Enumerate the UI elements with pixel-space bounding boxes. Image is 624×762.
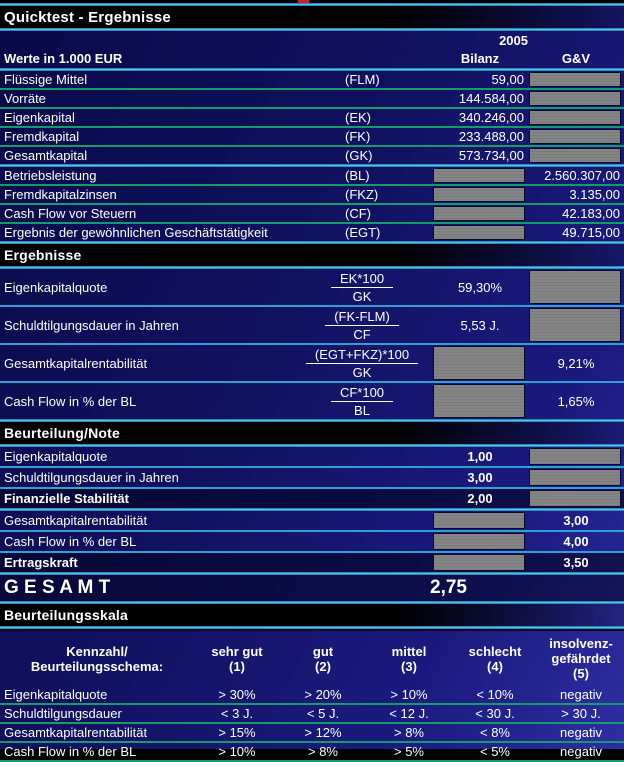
report-title-band xyxy=(0,6,624,28)
formula-denominator: GK xyxy=(352,288,372,304)
bilanz-cell-empty[interactable] xyxy=(432,167,528,184)
table-row xyxy=(0,167,624,186)
row-label: Schuldtilgungsdauer in Jahren xyxy=(4,317,179,333)
disabled-cell xyxy=(433,554,525,571)
row-label: Gesamtkapitalrentabilität xyxy=(4,355,148,371)
gv-note-cell[interactable]: 3,00 xyxy=(563,513,589,528)
scale-header-sehr-gut: sehr gut (1) xyxy=(211,643,263,674)
gv-cell[interactable]: 1,65% xyxy=(557,393,595,409)
gv-cell-empty[interactable] xyxy=(528,447,624,466)
note-row xyxy=(0,447,624,468)
gv-cell-empty[interactable] xyxy=(528,109,624,126)
total-value[interactable]: 2,75 xyxy=(430,577,467,598)
note-row xyxy=(0,532,624,553)
bilanz-cell-empty[interactable] xyxy=(432,205,528,222)
subtotal-row xyxy=(0,553,624,572)
formula-numerator: EK*100 xyxy=(331,271,393,288)
gv-cell[interactable]: 9,21% xyxy=(557,355,595,371)
scale-header-insolvenz: insolvenz- gefährdet (5) xyxy=(549,636,613,681)
gv-cell-empty[interactable] xyxy=(528,147,624,164)
disabled-cell xyxy=(529,448,621,465)
scale-row-label: Cash Flow in % der BL xyxy=(4,744,137,759)
subtotal-row xyxy=(0,489,624,508)
bilanz-cell[interactable]: 233.488,00 xyxy=(458,129,524,144)
gv-note-cell[interactable]: 4,00 xyxy=(563,534,589,549)
disabled-cell xyxy=(433,533,525,550)
table-row xyxy=(0,186,624,205)
table-row xyxy=(0,205,624,224)
formula-denominator: BL xyxy=(354,402,370,418)
formula xyxy=(292,271,432,304)
table-row xyxy=(0,90,624,109)
row-label: Cash Flow in % der BL xyxy=(4,534,137,549)
bilanz-cell-empty[interactable] xyxy=(432,383,528,419)
section-title: Beurteilungsskala xyxy=(4,607,128,623)
gv-cell-empty[interactable] xyxy=(528,468,624,487)
disabled-cell xyxy=(529,129,621,144)
row-label: Fremdkapital xyxy=(4,129,80,144)
bilanz-cell[interactable]: 5,53 J. xyxy=(460,317,500,333)
scale-row xyxy=(0,743,624,762)
formula xyxy=(292,309,432,342)
formula xyxy=(292,385,432,418)
bilanz-note-cell[interactable]: 2,00 xyxy=(467,491,493,506)
column-caption-gv: G&V xyxy=(561,51,591,66)
top-edge-strip xyxy=(0,0,624,3)
disabled-cell xyxy=(433,225,525,240)
bilanz-cell[interactable]: 340.246,00 xyxy=(458,110,524,125)
disabled-cell xyxy=(433,384,525,418)
scale-row xyxy=(0,686,624,705)
section-band-skala xyxy=(0,604,624,626)
bilanz-cell[interactable]: 573.734,00 xyxy=(458,148,524,163)
row-code: (FK) xyxy=(345,129,371,144)
row-code: (FKZ) xyxy=(345,187,379,202)
disabled-cell xyxy=(529,469,621,486)
disabled-cell xyxy=(433,512,525,529)
ratio-row xyxy=(0,383,624,419)
disabled-cell xyxy=(433,168,525,183)
bilanz-cell-empty[interactable] xyxy=(432,345,528,381)
formula-denominator: GK xyxy=(352,364,372,380)
row-label: Cash Flow in % der BL xyxy=(4,393,137,409)
scale-cell: < 10% xyxy=(476,687,514,702)
bilanz-cell-empty[interactable] xyxy=(432,224,528,241)
total-row xyxy=(0,575,624,601)
disabled-cell xyxy=(529,270,621,304)
row-code: (EK) xyxy=(345,110,371,125)
row-label: Ertragskraft xyxy=(4,555,78,570)
gv-cell-empty[interactable] xyxy=(528,128,624,145)
bilanz-cell-empty[interactable] xyxy=(432,553,528,572)
row-label: Eigenkapitalquote xyxy=(4,279,108,295)
section-band-beurteilung xyxy=(0,422,624,444)
formula-denominator: CF xyxy=(353,326,371,342)
scale-cell: > 20% xyxy=(304,687,342,702)
row-label: Cash Flow vor Steuern xyxy=(4,206,137,221)
red-marker xyxy=(298,0,309,3)
gv-cell-empty[interactable] xyxy=(528,307,624,343)
scale-row xyxy=(0,724,624,743)
disabled-cell xyxy=(433,206,525,221)
row-label: Finanzielle Stabilität xyxy=(4,491,129,506)
row-label: Flüssige Mittel xyxy=(4,72,88,87)
row-code: (CF) xyxy=(345,206,371,221)
row-label: Betriebsleistung xyxy=(4,168,97,183)
bilanz-cell[interactable]: 59,00 xyxy=(491,72,524,87)
bilanz-note-cell[interactable]: 1,00 xyxy=(467,449,493,464)
gv-cell[interactable]: 2.560.307,00 xyxy=(544,168,620,183)
formula xyxy=(292,347,432,380)
gv-cell[interactable]: 3.135,00 xyxy=(569,187,620,202)
gv-cell[interactable]: 42.183,00 xyxy=(562,206,620,221)
row-label: Eigenkapitalquote xyxy=(4,449,108,464)
gv-cell-empty[interactable] xyxy=(528,269,624,305)
scale-cell: < 5% xyxy=(480,744,510,759)
scale-header-mittel: mittel (3) xyxy=(391,643,427,674)
row-label: Fremdkapitalzinsen xyxy=(4,187,117,202)
scale-cell: < 5 J. xyxy=(306,706,340,721)
scale-header-gut: gut (2) xyxy=(312,643,334,674)
scale-row-label: Schuldtilgungsdauer xyxy=(4,706,122,721)
scale-cell: > 12% xyxy=(304,725,342,740)
scale-table-header xyxy=(0,631,624,686)
scale-cell: > 8% xyxy=(308,744,338,759)
bilanz-cell[interactable]: 144.584,00 xyxy=(458,91,524,106)
row-label: Schuldtilgungsdauer in Jahren xyxy=(4,470,179,485)
disabled-cell xyxy=(529,490,621,507)
disabled-cell xyxy=(529,72,621,87)
scale-cell: > 5% xyxy=(394,744,424,759)
formula-numerator: CF*100 xyxy=(331,385,393,402)
section-title: Ergebnisse xyxy=(4,247,82,263)
formula-numerator: (EGT+FKZ)*100 xyxy=(306,347,418,364)
section-band-ergebnisse xyxy=(0,244,624,266)
bilanz-note-cell[interactable]: 3,00 xyxy=(467,470,493,485)
scale-cell: > 30% xyxy=(218,687,256,702)
scale-cell: negativ xyxy=(560,687,602,702)
note-row xyxy=(0,511,624,532)
table-row xyxy=(0,71,624,90)
unit-label: Werte in 1.000 EUR xyxy=(4,51,123,66)
row-label: Vorräte xyxy=(4,91,46,106)
row-code: (BL) xyxy=(345,168,370,183)
disabled-cell xyxy=(529,110,621,125)
bilanz-cell-empty[interactable] xyxy=(432,511,528,530)
gv-cell-empty[interactable] xyxy=(528,71,624,88)
disabled-cell xyxy=(433,346,525,380)
note-row xyxy=(0,468,624,489)
gv-cell[interactable]: 49.715,00 xyxy=(562,225,620,240)
row-label: Eigenkapital xyxy=(4,110,75,125)
gv-note-cell[interactable]: 3,50 xyxy=(563,555,589,570)
scale-row xyxy=(0,705,624,724)
scale-header-kennzahl: Kennzahl/ Beurteilungsschema: xyxy=(30,643,164,674)
disabled-cell xyxy=(433,187,525,202)
scale-cell: negativ xyxy=(560,725,602,740)
scale-cell: negativ xyxy=(560,744,602,759)
column-header xyxy=(0,31,624,68)
scale-header-schlecht: schlecht (4) xyxy=(468,643,522,674)
formula-numerator: (FK-FLM) xyxy=(325,309,399,326)
scale-cell: > 30 J. xyxy=(561,706,601,721)
row-code: (EGT) xyxy=(345,225,381,240)
disabled-cell xyxy=(529,91,621,106)
bilanz-cell[interactable]: 59,30% xyxy=(457,279,503,295)
row-code: (FLM) xyxy=(345,72,380,87)
scale-cell: > 10% xyxy=(218,744,256,759)
bilanz-cell-empty[interactable] xyxy=(432,532,528,551)
row-label: Gesamtkapitalrentabilität xyxy=(4,513,148,528)
row-label: Ergebnis der gewöhnlichen Geschäftstätigkeit xyxy=(4,225,268,240)
gv-cell-empty[interactable] xyxy=(528,90,624,107)
scale-cell: < 12 J. xyxy=(389,706,429,721)
scale-cell: < 8% xyxy=(480,725,510,740)
row-label: Gesamtkapital xyxy=(4,148,88,163)
scale-cell: > 8% xyxy=(394,725,424,740)
scale-cell: > 15% xyxy=(218,725,256,740)
table-row xyxy=(0,224,624,241)
bilanz-cell-empty[interactable] xyxy=(432,186,528,203)
ratio-row xyxy=(0,307,624,345)
disabled-cell xyxy=(529,148,621,163)
scale-row-label: Gesamtkapitalrentabilität xyxy=(4,725,148,740)
gv-cell-empty[interactable] xyxy=(528,489,624,508)
year-label: 2005 xyxy=(499,33,528,48)
scale-cell: > 10% xyxy=(390,687,428,702)
ratio-row xyxy=(0,269,624,307)
table-row xyxy=(0,128,624,147)
scale-row-label: Eigenkapitalquote xyxy=(4,687,108,702)
column-caption-bilanz: Bilanz xyxy=(460,51,500,66)
section-title: Beurteilung/Note xyxy=(4,425,120,441)
row-code: (GK) xyxy=(345,148,373,163)
scale-cell: < 30 J. xyxy=(475,706,515,721)
total-label: G E S A M T xyxy=(4,577,111,598)
disabled-cell xyxy=(529,308,621,342)
table-row xyxy=(0,147,624,164)
scale-cell: < 3 J. xyxy=(220,706,254,721)
page-title: Quicktest - Ergebnisse xyxy=(4,8,171,26)
table-row xyxy=(0,109,624,128)
ratio-row xyxy=(0,345,624,383)
